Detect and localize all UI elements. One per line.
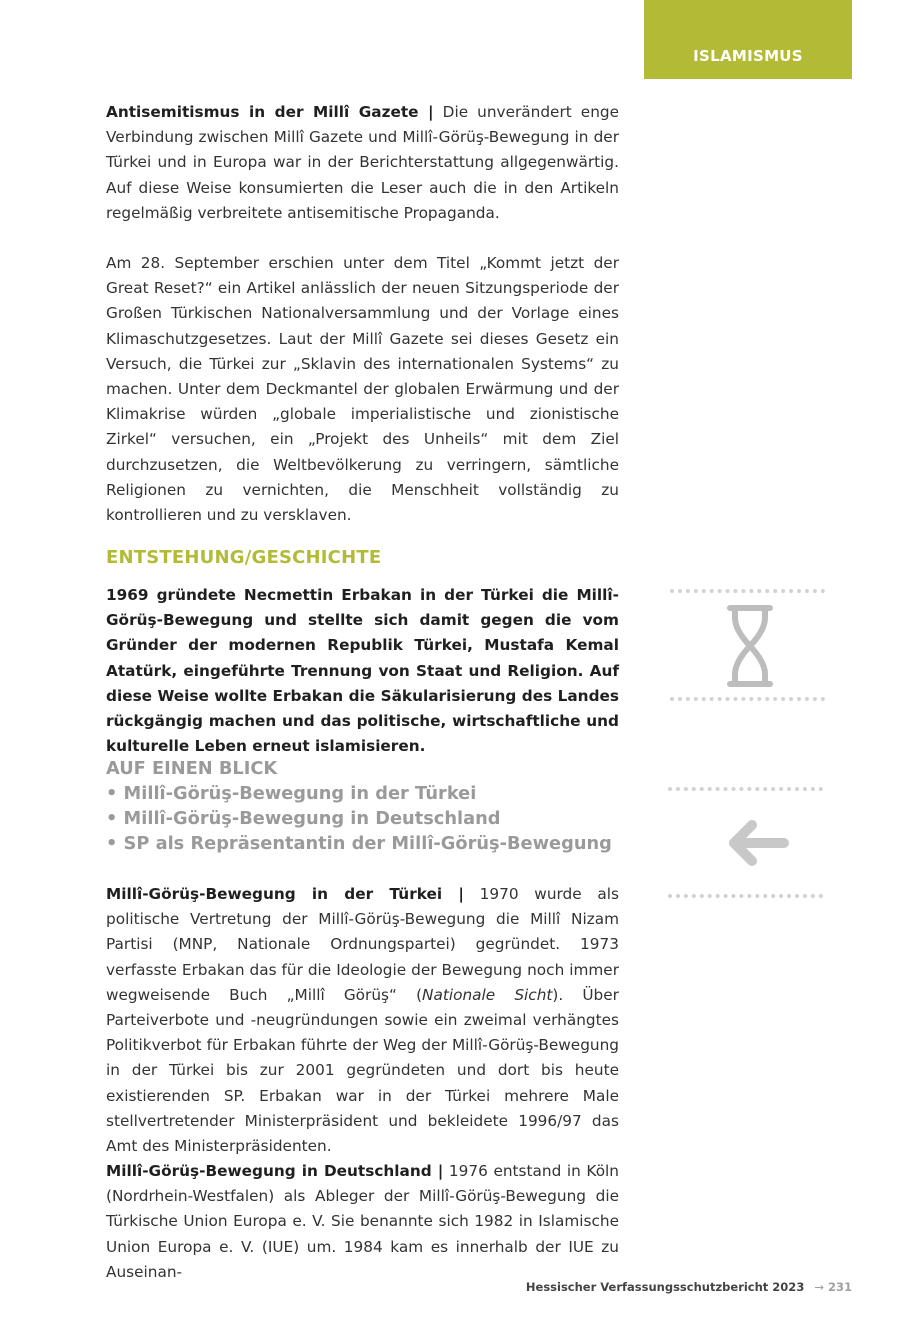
arrow-left-icon xyxy=(726,818,790,868)
section-tab-label: ISLAMISMUS xyxy=(693,47,803,65)
dotted-divider xyxy=(668,787,823,791)
at-a-glance-title: AUF EINEN BLICK xyxy=(106,758,278,779)
footer-arrow-icon: → xyxy=(814,1280,824,1294)
dotted-divider xyxy=(668,894,823,898)
paragraph-text: Die unverändert enge Verbindung zwischen Millî Gazete und Millî-Görüş-Bewegung in der Türkei und in Europa war in der Berichterstattung allgegenwärtig. Auf diese Weise konsumierten die Leser auch die in den Artikeln regelmäßig verbreitete antisemitische Propaganda. xyxy=(106,103,620,222)
paragraph-text: 1970 wurde als politische Vertretung der Millî-Görüş-Bewegung die Millî Nizam Partisi (MNP, Nationale Ordnungspartei) gegründet. 1973 verfasste Erbakan das für die Ideologie der Bewegung noch immer wegweisende Buch „Millî Görüş“ ( xyxy=(106,885,619,1004)
paragraph-lead: Millî-Görüş-Bewegung in der Türkei | xyxy=(106,885,464,903)
section-title: ENTSTEHUNG/GESCHICHTE xyxy=(106,547,382,568)
at-a-glance-link-deutschland[interactable]: • Millî-Görüş-Bewegung in Deutschland xyxy=(106,808,501,829)
section-lead-text: 1969 gründete Necmettin Erbakan in der Türkei die Millî-Görüş-Bewegung und stellte sich damit gegen die vom Gründer der modernen Republik Türkei, Mustafa Kemal Atatürk, eingeführte Trennung von Staat und Religion. Auf diese Weise wollte Erbakan die Säkularisierung des Landes rückgängig machen und das politische, wirtschaftliche und kulturelle Leben erneut islamisieren. xyxy=(106,586,619,756)
paragraph-text: 1976 entstand in Köln (Nordrhein-Westfalen) als Ableger der Millî-Görüş-Bewegung die Türkische Union Europa e. V. Sie benannte sich 1982 in Islamische Union Europa e. V. (IUE) um. 1984 kam es innerhalb der IUE zu Auseinan- xyxy=(106,1162,619,1281)
paragraph-lead: Millî-Görüş-Bewegung in Deutschland | xyxy=(106,1162,444,1180)
at-a-glance-link-sp[interactable]: • SP als Repräsentantin der Millî-Görüş-Bewegung xyxy=(106,833,612,854)
paragraph-text: Am 28. September erschien unter dem Titel „Kommt jetzt der Great Reset?“ ein Artikel anlässlich der neuen Sitzungsperiode der Großen Türkischen Nationalversammlung und der Vorlage eines Klimaschutzgesetzes. Laut der Millî Gazete sei dieses Gesetz ein Versuch, die Türkei zur „Sklavin des internationalen Systems“ zu machen. Unter dem Deckmantel der globalen Erwärmung und der Klimakrise würden „globale imperialistische und zionistische Zirkel“ versuchen, ein „Projekt des Unheils“ mit dem Ziel durchzusetzen, die Weltbevölkerung zu verringern, sämtliche Religionen zu vernichten, die Menschheit vollständig zu kontrollieren und zu versklaven. xyxy=(106,254,619,525)
at-a-glance-link-tuerkei[interactable]: • Millî-Görüş-Bewegung in der Türkei xyxy=(106,783,477,804)
paragraph-text: ). Über Parteiverbote und -neugründungen sowie ein zweimal verhängtes Politikverbot für Erbakan führte der Weg der Millî-Görüş-Bewegung in der Türkei bis zur 2001 gegründeten und dort bis heute existierenden SP. Erbakan war in der Türkei mehrere Male stellvertretender Ministerpräsident und bekleidete 1996/97 das Amt des Ministerpräsidenten. xyxy=(106,985,619,1156)
dotted-divider xyxy=(670,589,825,593)
paragraph-tuerkei xyxy=(106,882,619,1159)
footer-publication: Hessischer Verfassungsschutzbericht 2023 xyxy=(525,1280,805,1294)
paragraph-italic: Nationale Sicht xyxy=(422,985,553,1004)
hourglass-icon xyxy=(726,604,774,688)
page-footer xyxy=(526,1280,852,1294)
section-lead xyxy=(106,583,619,759)
paragraph-deutschland xyxy=(106,1159,619,1285)
section-tab-islamismus xyxy=(644,0,852,79)
dotted-divider xyxy=(670,697,825,701)
page-number: 231 xyxy=(827,1280,852,1294)
paragraph-antisemitismus xyxy=(106,100,619,226)
paragraph-lead: Antisemitismus in der Millî Gazete | xyxy=(106,103,434,121)
paragraph-great-reset xyxy=(106,251,619,528)
at-a-glance-box xyxy=(106,756,619,856)
